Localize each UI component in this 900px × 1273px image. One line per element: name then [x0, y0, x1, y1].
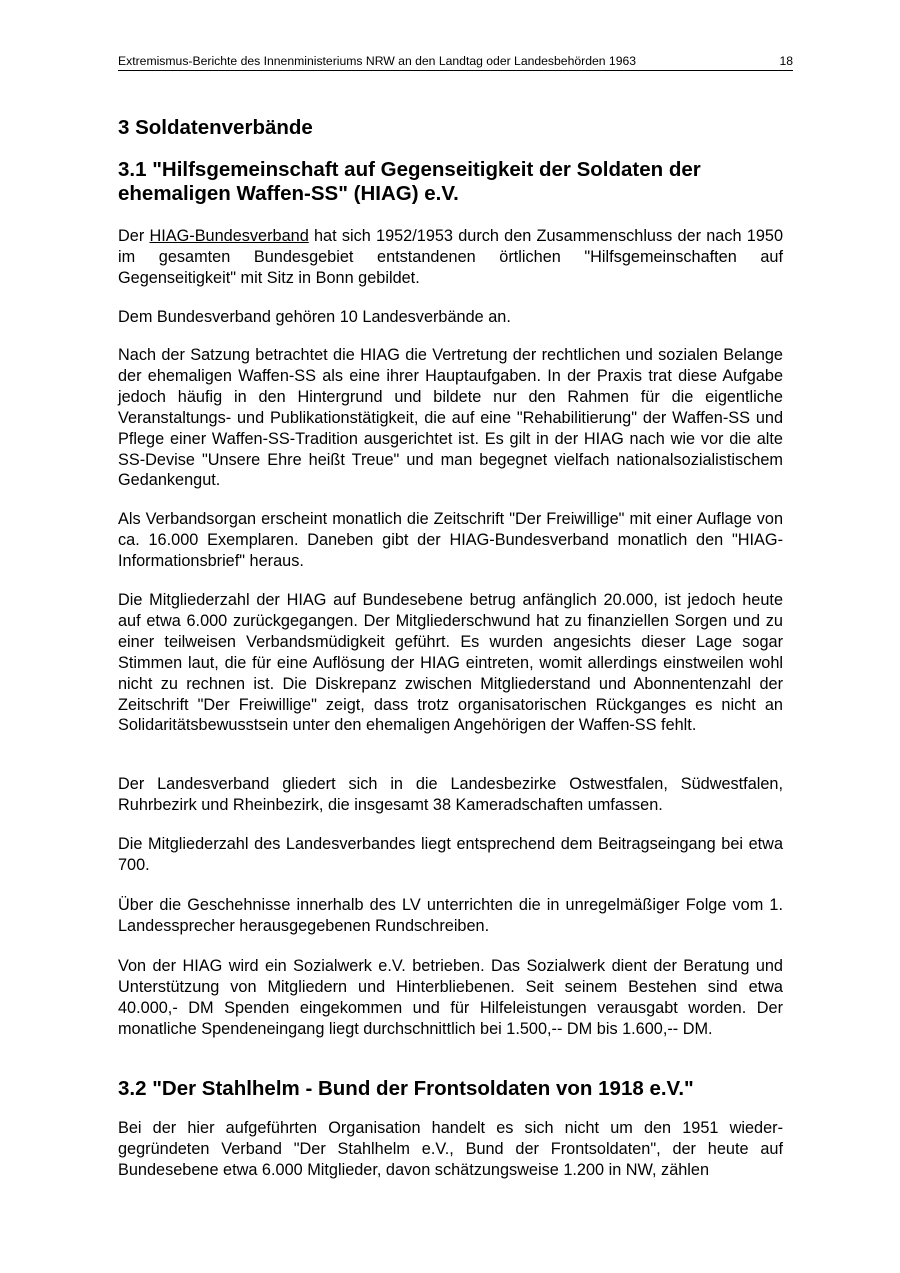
paragraph-4: Als Verbandsorgan erscheint monatlich die Zeitschrift "Der Freiwillige" mit einer Auflage von ca. 16.000 Exemplaren. Daneben gibt der HIAG-Bundesverband monatlich den "HIAG-Informationsbrief" heraus. [118, 510, 783, 570]
paragraph-2: Dem Bundesverband gehören 10 Landesverbände an. [118, 308, 511, 326]
paragraph-9: Von der HIAG wird ein Sozialwerk e.V. betrieben. Das Sozialwerk dient der Beratung und Unterstützung von Mitgliedern und Hinterbliebenen. Seit seinem Bestehen sind etwa 40.000,- DM Spenden eingekommen und für Hilfeleistungen verausgabt worden. Der monatliche Spendeneingang liegt durchschnittlich bei 1.500,-- DM bis 1.600,-- DM. [118, 957, 783, 1038]
running-header [118, 52, 793, 71]
paragraph-7: Die Mitgliederzahl des Landesverbandes liegt entsprechend dem Beitragseingang bei etwa 700. [118, 835, 783, 874]
paragraph-1-rest: hat sich 1952/1953 durch den Zusammenschluss der nach 1950 im gesamten Bundesgebiet entstandenen örtlichen "Hilfsgemeinschaften auf Gegenseitigkeit" mit Sitz in Bonn gebildet. [118, 227, 783, 287]
paragraph-1 [118, 226, 783, 289]
header-title: Extremismus-Berichte des Innenministeriums NRW an den Landtag oder Landesbehörden 1963 [118, 54, 637, 68]
paragraph-5: Die Mitgliederzahl der HIAG auf Bundesebene betrug anfänglich 20.000, ist jedoch heute auf etwa 6.000 zurückgegangen. Der Mitgliederschwund hat zu finanziellen Sorgen und zu einer teilweisen Verbandsmüdigkeit geführt. Es wurden angesichts dieser Lage sogar Stimmen laut, die für eine Auflösung der HIAG eintreten, womit allerdings einstweilen wohl nicht zu rechnen ist. Die Diskrepanz zwischen Mitgliederstand und Abonnentenzahl der Zeitschrift "Der Freiwillige" zeigt, dass trotz organisatorischen Rückganges es nicht an Solidaritätsbewusstsein unter den ehemaligen Angehörigen der Waffen-SS fehlt. [118, 591, 783, 735]
hiag-bundesverband-link[interactable]: HIAG-Bundesverband [149, 227, 309, 245]
paragraph-1-lead: Der [118, 227, 150, 245]
subsection-2-title: 3.2 "Der Stahlhelm - Bund der Frontsoldaten von 1918 e.V." [118, 1077, 694, 1100]
section-title: 3 Soldatenverbände [118, 116, 313, 139]
subsection-1-title: 3.1 "Hilfsgemeinschaft auf Gegenseitigkeit der Soldaten der ehemaligen Waffen-SS" (HIAG) e.V. [118, 158, 701, 205]
paragraph-10: Bei der hier aufgeführten Organisation handelt es sich nicht um den 1951 wiedergegründeten Verband "Der Stahlhelm e.V., Bund der Frontsoldaten", der heute auf Bundesebene etwa 6.000 Mitglieder, davon schätzungsweise 1.200 in NW, zählen [118, 1119, 783, 1179]
paragraph-3: Nach der Satzung betrachtet die HIAG die Vertretung der rechtlichen und sozialen Belange der ehemaligen Waffen-SS als eine ihrer Hauptaufgaben. In der Praxis trat diese Aufgabe jedoch häufig in den Hintergrund und bildete nur den Rahmen für die eigentliche Veranstaltungs- und Publikationstätigkeit, die auf eine "Rehabilitierung" der Waffen-SS und Pflege einer Waffen-SS-Tradition ausgerichtet ist. Es gilt in der HIAG nach wie vor die alte SS-Devise "Unsere Ehre heißt Treue" und man begegnet vielfach nationalsozialistischem Gedankengut. [118, 346, 783, 490]
page-number: 18 [779, 54, 793, 68]
paragraph-6: Der Landesverband gliedert sich in die Landesbezirke Ostwestfalen, Südwestfalen, Ruhrbezirk und Rheinbezirk, die insgesamt 38 Kameradschaften umfassen. [118, 775, 783, 814]
paragraph-8: Über die Geschehnisse innerhalb des LV unterrichten die in unregelmäßiger Folge vom 1. Landessprecher herausgegebenen Rundschreiben. [118, 896, 783, 935]
